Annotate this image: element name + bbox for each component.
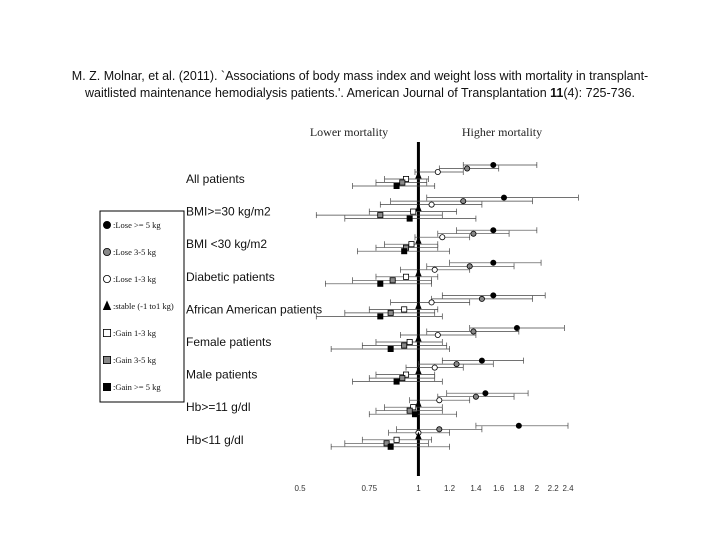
- point-estimate: [491, 260, 496, 265]
- point-estimate: [400, 376, 405, 381]
- point-estimate: [437, 427, 442, 432]
- point-estimate: [416, 205, 421, 211]
- point-estimate: [403, 274, 408, 279]
- citation-line-1: M. Z. Molnar, et al. (2011). `Associations of body mass index and weight loss with mortality in transplant-: [71, 69, 649, 83]
- point-estimate: [473, 394, 478, 399]
- point-estimate: [394, 183, 399, 188]
- point-estimate: [378, 213, 383, 218]
- point-estimate: [416, 400, 421, 406]
- header-lower-mortality: Lower mortality: [309, 125, 389, 139]
- legend-label: :Gain 1-3 kg: [113, 328, 156, 338]
- point-estimate: [411, 209, 416, 214]
- citation-volume: 11: [550, 86, 564, 100]
- group-label: Male patients: [186, 367, 258, 382]
- point-estimate: [407, 339, 412, 344]
- point-estimate: [440, 235, 445, 240]
- legend-label: :Gain 3-5 kg: [113, 355, 156, 365]
- point-estimate: [388, 310, 393, 315]
- x-tick-label: 1: [416, 484, 421, 493]
- point-estimate: [454, 362, 459, 367]
- point-estimate: [416, 172, 421, 178]
- point-estimate: [432, 267, 437, 272]
- legend-marker: [103, 221, 110, 228]
- x-tick-label: 0.5: [294, 484, 306, 493]
- point-estimate: [407, 408, 412, 413]
- point-estimate: [491, 162, 496, 167]
- point-estimate: [416, 368, 421, 374]
- legend-marker: [103, 356, 110, 363]
- legend-label: :Lose >= 5 kg: [113, 220, 161, 230]
- point-estimate: [432, 365, 437, 370]
- point-estimate: [516, 423, 521, 428]
- point-estimate: [471, 329, 476, 334]
- legend-label: :Gain >= 5 kg: [113, 382, 161, 392]
- point-estimate: [416, 302, 421, 308]
- point-estimate: [378, 314, 383, 319]
- x-tick-label: 2.4: [562, 484, 574, 493]
- point-estimate: [435, 169, 440, 174]
- group-label: All patients: [186, 172, 245, 186]
- point-estimate: [416, 270, 421, 276]
- point-estimate: [479, 296, 484, 301]
- legend-label: :stable (-1 to1 kg): [113, 301, 174, 311]
- point-estimate: [378, 281, 383, 286]
- point-estimate: [465, 166, 470, 171]
- point-estimate: [435, 332, 440, 337]
- group-label: Hb<11 g/dl: [186, 432, 244, 447]
- point-estimate: [400, 180, 405, 185]
- x-tick-label: 1.6: [493, 484, 505, 493]
- point-estimate: [394, 379, 399, 384]
- group-label: Hb>=11 g/dl: [186, 400, 251, 415]
- legend-label: :Lose 3-5 kg: [113, 247, 156, 257]
- group-label: BMI>=30 kg/m2: [186, 204, 271, 219]
- legend-marker: [103, 248, 110, 255]
- point-estimate: [402, 343, 407, 348]
- x-tick-label: 1.4: [470, 484, 482, 493]
- x-tick-label: 2.2: [547, 484, 559, 493]
- point-estimate: [409, 242, 414, 247]
- point-estimate: [407, 216, 412, 221]
- group-label: African American patients: [186, 302, 323, 317]
- point-estimate: [471, 231, 476, 236]
- point-estimate: [388, 444, 393, 449]
- point-estimate: [402, 249, 407, 254]
- point-estimate: [429, 202, 434, 207]
- point-estimate: [479, 358, 484, 363]
- x-tick-label: 1.8: [513, 484, 525, 493]
- legend-marker: [103, 383, 110, 390]
- legend-marker: [103, 329, 110, 336]
- point-estimate: [416, 237, 421, 243]
- point-estimate: [483, 391, 488, 396]
- point-estimate: [402, 307, 407, 312]
- point-estimate: [388, 346, 393, 351]
- point-estimate: [390, 278, 395, 283]
- citation-line-2-end: (4): 725-736.: [563, 86, 635, 100]
- x-tick-label: 1.2: [444, 484, 456, 493]
- legend-label: :Lose 1-3 kg: [113, 274, 156, 284]
- point-estimate: [429, 300, 434, 305]
- group-label: BMI <30 kg/m2: [186, 237, 268, 252]
- header-higher-mortality: Higher mortality: [461, 125, 543, 139]
- citation-line-2-text: waitlisted maintenance hemodialysis patients.'. American Journal of Transplantation: [85, 86, 551, 100]
- point-estimate: [394, 437, 399, 442]
- point-estimate: [416, 335, 421, 341]
- point-estimate: [461, 199, 466, 204]
- forest-rows: [186, 162, 578, 450]
- x-axis-ticks: [294, 484, 574, 493]
- group-label: Female patients: [186, 335, 272, 349]
- point-estimate: [501, 195, 506, 200]
- point-estimate: [437, 398, 442, 403]
- group-label: Diabetic patients: [186, 269, 275, 284]
- point-estimate: [491, 228, 496, 233]
- point-estimate: [412, 412, 417, 417]
- x-tick-label: 0.75: [361, 484, 378, 493]
- legend: [100, 211, 184, 402]
- legend-marker: [103, 275, 110, 282]
- plot-headers: [310, 125, 542, 139]
- point-estimate: [491, 293, 496, 298]
- x-tick-label: 2: [534, 484, 540, 493]
